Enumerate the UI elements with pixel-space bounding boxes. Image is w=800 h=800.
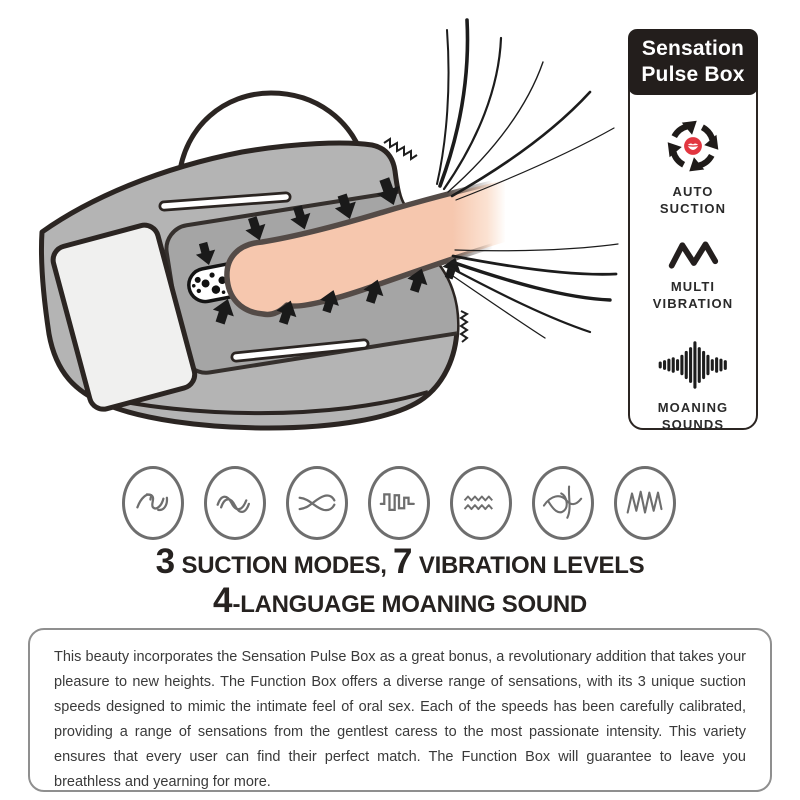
auto-suction-icon <box>662 116 724 176</box>
crossing-waves-icon <box>291 477 343 529</box>
pulse-wave-icon <box>373 477 425 529</box>
motion-lines-top <box>437 20 614 200</box>
feature-label-suction: SUCTION <box>659 201 727 216</box>
moaning-sounds-icon <box>654 338 732 392</box>
sensation-pulse-box-badge <box>628 29 758 95</box>
vibration-squiggle-bottom <box>461 311 467 342</box>
vibration-modes-row <box>122 466 676 540</box>
headline <box>0 542 800 624</box>
description-text: This beauty incorporates the Sensation Pulse Box as a great bonus, a revolutionary addition that takes your pleasure to new heights. The Function Box offers a diverse range of sensations, with its 3 unique suction speeds designed to mimic the intimate feel of oral sex. Each of the speeds has been carefully calibrated, providing a range of sensations from the gentlest caress to the most passionate intensity. This variety ensures that every user can find their perfect match. The Function Box will guarantee to leave you breathless and yearning for more. <box>54 649 746 790</box>
double-wave-icon <box>209 477 261 529</box>
feature-panel <box>628 62 758 430</box>
feature-label-multi: MULTI <box>670 279 716 294</box>
mode-circle-2 <box>204 466 266 540</box>
feature-label-vibration: VIBRATION <box>652 296 734 311</box>
mode-circle-7 <box>614 466 676 540</box>
mode-circle-5 <box>450 466 512 540</box>
badge-line2: Pulse Box <box>641 63 745 86</box>
motion-lines-bottom <box>450 244 618 338</box>
double-zigzag-icon <box>455 477 507 529</box>
wave-arrow-icon <box>127 477 179 529</box>
description-box <box>28 628 772 792</box>
feature-label-auto: AUTO <box>672 184 714 199</box>
tangled-waves-icon <box>537 477 589 529</box>
headline-line1: 3 SUCTION MODES, 7 VIBRATION LEVELS <box>155 542 645 581</box>
feature-moaning-sounds <box>654 338 732 433</box>
mode-circle-6 <box>532 466 594 540</box>
headline-num-vibration: 7 <box>393 542 413 581</box>
headline-num-language: 4 <box>213 581 233 620</box>
headline-line2: 4-LANGUAGE MOANING SOUND <box>213 581 587 620</box>
headline-num-suction: 3 <box>155 542 176 581</box>
mode-circle-3 <box>286 466 348 540</box>
badge-line1: Sensation <box>641 37 745 60</box>
feature-auto-suction <box>660 116 726 217</box>
feature-multi-vibration <box>653 239 733 312</box>
device-cutaway-illustration <box>0 0 620 475</box>
dense-zigzag-icon <box>619 477 671 529</box>
mode-circle-1 <box>122 466 184 540</box>
multi-vibration-icon <box>665 239 721 271</box>
mode-circle-4 <box>368 466 430 540</box>
feature-label-sounds: SOUNDS <box>661 417 725 432</box>
feature-label-moaning: MOANING <box>657 400 729 415</box>
